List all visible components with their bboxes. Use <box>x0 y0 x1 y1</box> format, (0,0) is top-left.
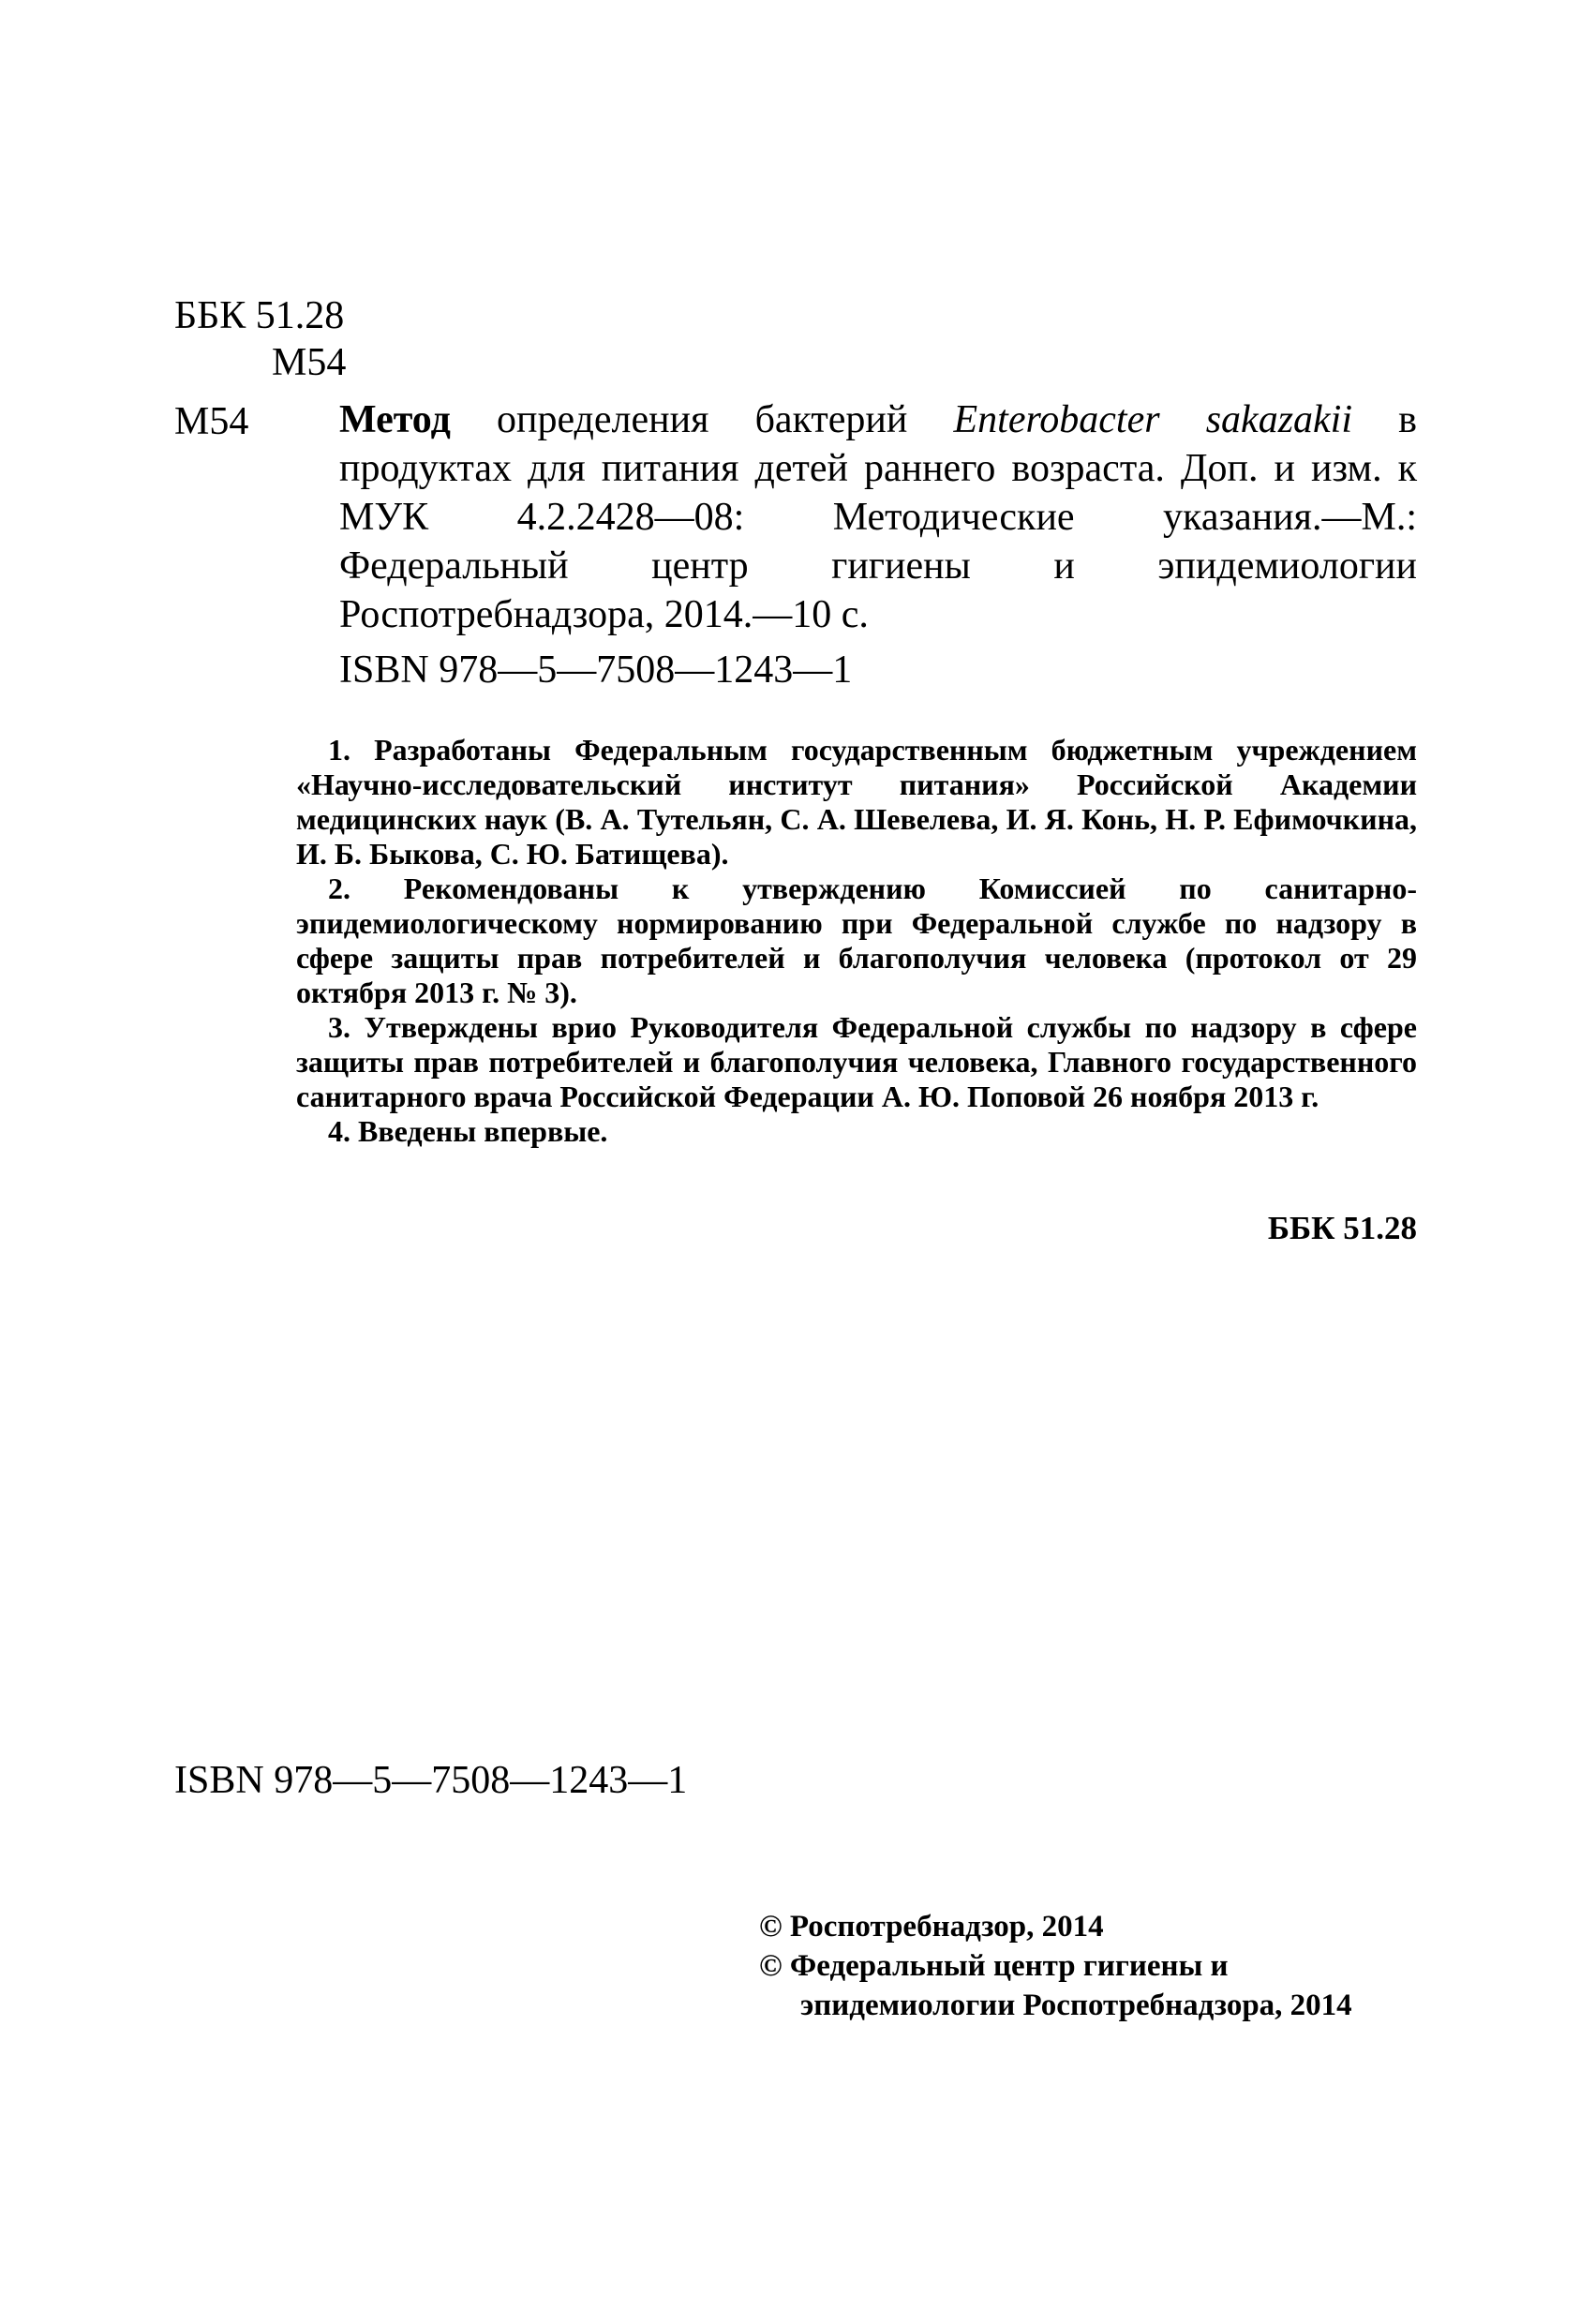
author-sign: М54 <box>272 341 347 384</box>
copyright-line: © Федеральный центр гигиены и <box>759 1949 1229 1983</box>
note-item: 4. Введены впервые. <box>328 1114 608 1148</box>
bbk-index-bottom: ББК 51.28 <box>1267 1210 1417 1246</box>
bibliographic-entry <box>339 395 1417 639</box>
copyright-line: © Роспотребнадзор, 2014 <box>759 1910 1104 1944</box>
note-item: 3. Утверждены врио Руководителя Федеральной службы по надзору в сфере защиты прав потребителей и благополучия человека, Главного государственного санитарного врача Российской Федерации А. Ю. Поповой 26 ноября 2013 г. <box>296 1010 1417 1113</box>
notes-block <box>296 733 1417 1149</box>
entry-author-sign: М54 <box>174 400 249 443</box>
copyright-block <box>759 1907 1434 2025</box>
entry-text-part-1: определения бактерий <box>450 398 954 441</box>
bbk-index: ББК 51.28 <box>174 294 345 337</box>
copyright-line: эпидемиологии Роспотребнадзора, 2014 <box>800 1989 1352 2022</box>
note-item: 1. Разработаны Федеральным государственным бюджетным учреждением «Научно-исследовательский институт питания» Российской Академии медицинских наук (В. А. Тутельян, С. А. Шевелева, И. Я. Конь, Н. Р. Ефимочкина, И. Б. Быкова, С. Ю. Батищева). <box>296 733 1417 871</box>
note-item: 2. Рекомендованы к утверждению Комиссией по санитарно-эпидемиологическому нормированию при Федеральной службе по надзору в сфере защиты прав потребителей и благополучия человека (протокол от 29 октября 2013 г. № 3). <box>296 872 1417 1009</box>
isbn-bottom: ISBN 978—5—7508—1243—1 <box>174 1759 688 1802</box>
entry-latin-name: Enterobacter sakazakii <box>953 398 1353 441</box>
entry-title-lead: Метод <box>339 398 451 441</box>
entry-text-part-2: в продуктах для питания детей раннего возраста. Доп. и изм. к МУК 4.2.2428—08: Методические указания.—М.: Федеральный центр гигиены и эпидемиологии Роспотребнадзора, 2014.—10 с. <box>339 398 1417 636</box>
isbn-entry: ISBN 978—5—7508—1243—1 <box>339 648 853 692</box>
